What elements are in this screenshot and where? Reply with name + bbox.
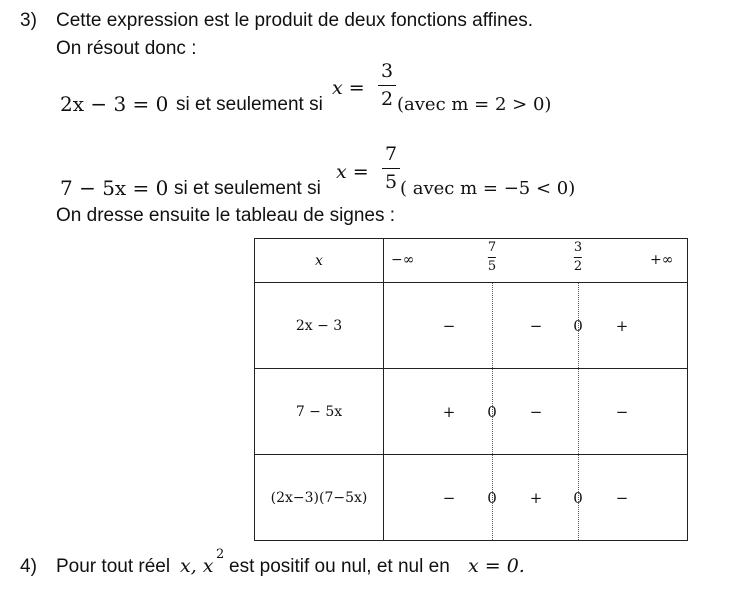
text-line-3: On dresse ensuite le tableau de signes : (56, 205, 396, 226)
critical-value-7-5 (488, 240, 496, 274)
text-section-4-a: Pour tout réel (56, 556, 171, 577)
text-line-1: Cette expression est le produit de deux fonctions affines. (56, 10, 534, 31)
zero-cell: 0 (487, 402, 497, 421)
header-variable-cell (255, 239, 384, 283)
equation-2-fraction (382, 143, 400, 193)
critical-line-3-2 (578, 283, 579, 540)
zero-cell: 0 (487, 488, 497, 507)
pos-infinity: +∞ (650, 252, 674, 268)
fraction-denominator: 5 (487, 259, 497, 274)
equation-2-var: x = (336, 161, 369, 183)
row-values-cell (384, 455, 688, 541)
header-values-cell (384, 239, 688, 283)
fraction-denominator: 5 (384, 171, 398, 193)
equation-1-lhs: 2x − 3 = 0 (60, 92, 169, 116)
fraction-denominator: 2 (380, 88, 394, 110)
sign-cell: − (442, 488, 456, 507)
row-label-cell (255, 455, 384, 541)
sign-cell: + (615, 316, 629, 335)
fraction-bar (378, 85, 396, 86)
fraction-bar (488, 257, 496, 258)
item-number-3: 3) (20, 10, 37, 31)
row-values-cell (384, 283, 688, 369)
superscript: 2 (216, 547, 225, 562)
equation-2-text: si et seulement si (174, 178, 321, 199)
sign-cell: − (529, 402, 543, 421)
sign-table (254, 238, 688, 541)
row-values-cell (384, 369, 688, 455)
sign-cell: − (529, 316, 543, 335)
zero-cell: 0 (573, 316, 583, 335)
table-row (255, 455, 688, 541)
row-label: 7 − 5x (295, 403, 343, 420)
equation-1-note: (avec m = 2 > 0) (397, 94, 552, 115)
fraction-numerator: 3 (380, 60, 394, 82)
critical-value-3-2 (574, 240, 582, 274)
sign-cell: + (529, 488, 543, 507)
row-label: 2x − 3 (295, 317, 343, 334)
fraction-denominator: 2 (573, 259, 583, 274)
equation-2-note: ( avec m = −5 < 0) (400, 178, 576, 199)
fraction-numerator: 7 (384, 143, 398, 165)
equation-1-fraction (378, 60, 396, 110)
critical-line-7-5 (492, 283, 493, 540)
fraction-numerator: 3 (573, 240, 583, 255)
table-row (255, 283, 688, 369)
table-header-row (255, 239, 688, 283)
text-line-2: On résout donc : (56, 38, 197, 59)
math-section-4-b: x = 0. (468, 555, 525, 577)
zero-cell: 0 (573, 488, 583, 507)
item-number-4: 4) (20, 556, 37, 577)
row-label-cell (255, 369, 384, 455)
row-label-cell (255, 283, 384, 369)
math-section-4-a: x, x (180, 555, 214, 577)
fraction-bar (382, 168, 400, 169)
sign-cell: − (615, 402, 629, 421)
fraction-bar (574, 257, 582, 258)
fraction-numerator: 7 (487, 240, 497, 255)
text-section-4-b: est positif ou nul, et nul en (229, 556, 450, 577)
row-label: (2x−3)(7−5x) (270, 489, 368, 506)
equation-1-var: x = (332, 77, 365, 99)
table-row (255, 369, 688, 455)
sign-cell: + (442, 402, 456, 421)
neg-infinity: −∞ (391, 252, 415, 268)
equation-2-lhs: 7 − 5x = 0 (60, 176, 169, 200)
sign-cell: − (615, 488, 629, 507)
equation-1-text: si et seulement si (176, 94, 323, 115)
sign-cell: − (442, 316, 456, 335)
header-variable: x (315, 252, 323, 269)
